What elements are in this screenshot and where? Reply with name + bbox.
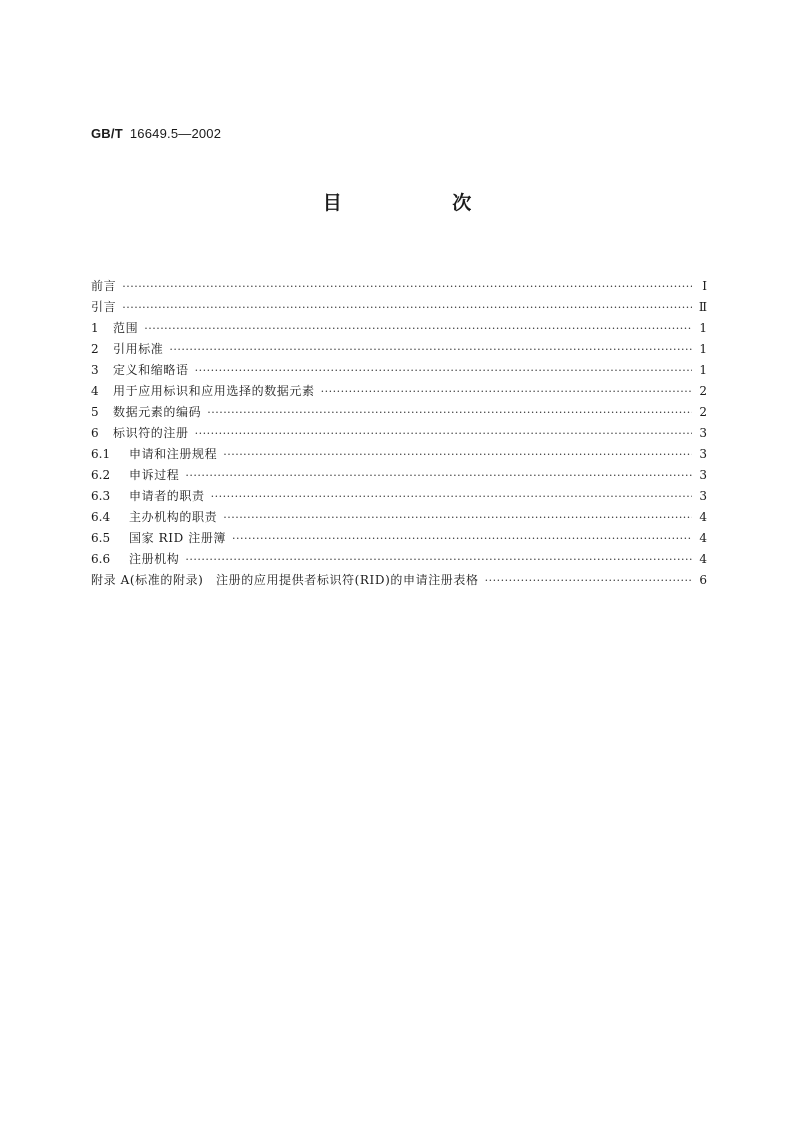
toc-entry-number: 6.4 (91, 510, 111, 524)
page-title: 目 次 (322, 192, 524, 214)
toc-entry-number: 6 (91, 426, 99, 440)
toc-entry[interactable] (91, 549, 707, 570)
toc-entry-label: 标识符的注册 (113, 426, 189, 440)
table-of-contents (91, 276, 707, 591)
toc-dot-leader (321, 381, 692, 402)
toc-dot-leader (144, 318, 692, 339)
toc-entry[interactable] (91, 381, 707, 402)
toc-page-number: 4 (699, 531, 707, 545)
toc-entry[interactable] (91, 444, 707, 465)
toc-entry-label: 申请者的职责 (129, 489, 205, 503)
standard-code (91, 126, 221, 141)
toc-dot-leader (122, 297, 692, 318)
toc-entry-number: 5 (91, 405, 99, 419)
toc-page-number: Ⅰ (702, 279, 707, 293)
toc-page-number: 4 (699, 552, 707, 566)
toc-entry[interactable] (91, 339, 707, 360)
toc-page-number: 1 (699, 342, 707, 356)
toc-dot-leader (169, 339, 692, 360)
toc-entry[interactable] (91, 276, 707, 297)
toc-dot-leader (485, 570, 692, 591)
toc-entry-label: 附录 A(标准的附录) 注册的应用提供者标识符(RID)的申请注册表格 (91, 573, 479, 587)
toc-page-number: 6 (699, 573, 707, 587)
toc-entry-label: 注册机构 (129, 552, 180, 566)
toc-page-number: 3 (699, 426, 707, 440)
toc-dot-leader (195, 423, 692, 444)
toc-page-number: Ⅱ (698, 300, 707, 314)
toc-entry-label: 定义和缩略语 (113, 363, 189, 377)
toc-entry-label: 主办机构的职责 (129, 510, 218, 524)
toc-dot-leader (207, 402, 692, 423)
toc-page-number: 2 (699, 405, 707, 419)
standard-number: 16649.5—2002 (129, 126, 222, 141)
toc-entry-number: 6.2 (91, 468, 111, 482)
toc-entry[interactable] (91, 570, 707, 591)
toc-dot-leader (122, 276, 692, 297)
toc-entry-label: 引言 (91, 300, 117, 314)
toc-entry-number: 6.6 (91, 552, 111, 566)
toc-entry-number: 2 (91, 342, 99, 356)
toc-entry[interactable] (91, 297, 707, 318)
toc-entry-number: 3 (91, 363, 99, 377)
toc-dot-leader (185, 549, 692, 570)
toc-entry-number: 6.1 (91, 447, 111, 461)
toc-dot-leader (223, 507, 692, 528)
toc-dot-leader (185, 465, 692, 486)
toc-page-number: 3 (699, 489, 707, 503)
toc-dot-leader (195, 360, 692, 381)
toc-page-number: 1 (699, 363, 707, 377)
toc-dot-leader (223, 444, 692, 465)
toc-entry-label: 范围 (113, 321, 139, 335)
toc-entry-label: 引用标准 (113, 342, 164, 356)
toc-dot-leader (211, 486, 692, 507)
toc-entry-label: 国家 RID 注册簿 (129, 531, 227, 545)
toc-entry[interactable] (91, 402, 707, 423)
toc-entry-label: 申请和注册规程 (129, 447, 218, 461)
toc-entry[interactable] (91, 423, 707, 444)
toc-entry-label: 申诉过程 (129, 468, 180, 482)
toc-entry-number: 6.3 (91, 489, 111, 503)
toc-entry[interactable] (91, 465, 707, 486)
toc-entry-label: 前言 (91, 279, 117, 293)
toc-entry[interactable] (91, 486, 707, 507)
standard-prefix: GB/T (91, 126, 123, 141)
toc-entry[interactable] (91, 507, 707, 528)
toc-entry-label: 数据元素的编码 (113, 405, 202, 419)
toc-page-number: 4 (699, 510, 707, 524)
toc-page-number: 3 (699, 468, 707, 482)
toc-page-number: 2 (699, 384, 707, 398)
toc-entry-label: 用于应用标识和应用选择的数据元素 (113, 384, 315, 398)
toc-entry[interactable] (91, 360, 707, 381)
toc-page-number: 1 (699, 321, 707, 335)
toc-entry[interactable] (91, 318, 707, 339)
toc-dot-leader (232, 528, 692, 549)
toc-entry-number: 6.5 (91, 531, 111, 545)
toc-entry-number: 1 (91, 321, 99, 335)
toc-page-number: 3 (699, 447, 707, 461)
toc-entry-number: 4 (91, 384, 99, 398)
toc-entry[interactable] (91, 528, 707, 549)
